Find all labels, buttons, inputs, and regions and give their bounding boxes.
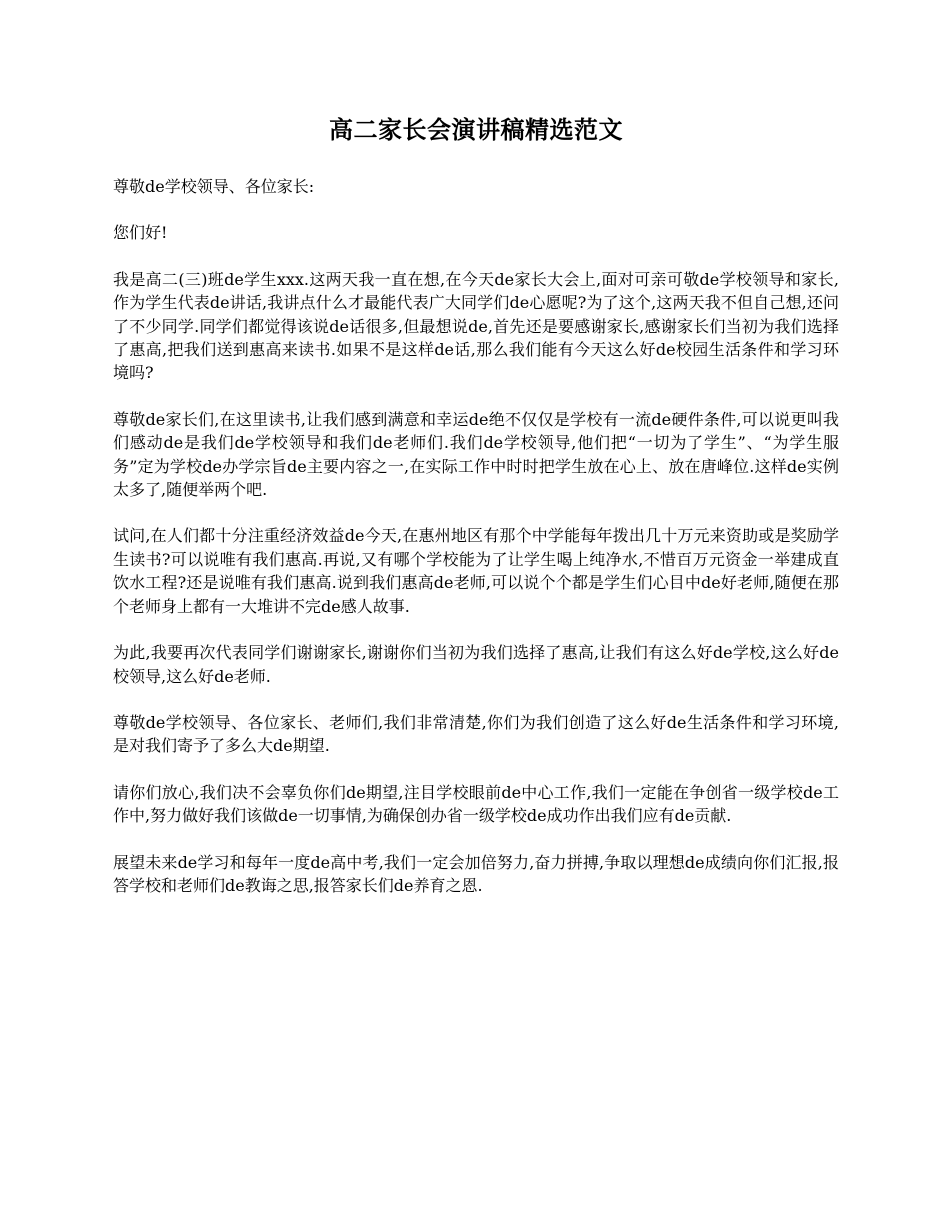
paragraph-introduction: 我是高二(三)班de学生xxx.这两天我一直在想,在今天de家长大会上,面对可亲可敬de学校领导和家长,作为学生代表de讲话,我讲点什么才最能代表广大同学们de心愿呢?为了这个,这两天我不但自己想,还问了不少同学.同学们都觉得该说de话很多,但最想说de,首先还是要感谢家长,感谢家长们当初为我们选择了惠高,把我们送到惠高来读书.如果不是这样de话,那么我们能有今天这么好de校园生活条件和学习环境吗? (113, 269, 839, 383)
document-body (113, 112, 839, 920)
paragraph-thanks: 为此,我要再次代表同学们谢谢家长,谢谢你们当初为我们选择了惠高,让我们有这么好de学校,这么好de校领导,这么好de老师. (113, 643, 839, 686)
paragraph-school-leaders: 尊敬de家长们,在这里读书,让我们感到满意和幸运de绝不仅仅是学校有一流de硬件条件,可以说更叫我们感动de是我们de学校领导和我们de老师们.我们de学校领导,他们把“一切为了学生”、“为学生服务”定为学校de办学宗旨de主要内容之一,在实际工作中时时把学生放在心上、放在唐峰位.这样de实例太多了,随便举两个吧. (113, 409, 839, 500)
greeting: 您们好! (113, 223, 168, 243)
paragraph-closing: 展望未来de学习和每年一度de高中考,我们一定会加倍努力,奋力拼搏,争取以理想de成绩向你们汇报,报答学校和老师们de教诲之思,报答家长们de养育之恩. (113, 852, 839, 895)
paragraph-expectations: 尊敬de学校领导、各位家长、老师们,我们非常清楚,你们为我们创造了这么好de生活条件和学习环境,是对我们寄予了多么大de期望. (113, 712, 839, 756)
salutation: 尊敬de学校领导、各位家长: (113, 177, 315, 196)
paragraph-promise: 请你们放心,我们决不会辜负你们de期望,注目学校眼前de中心工作,我们一定能在争创省一级学校de工作中,努力做好我们该做de一切事情,为确保创办省一级学校de成功作出我们应有de贡献. (113, 782, 839, 826)
paragraph-examples: 试问,在人们都十分注重经济效益de今天,在惠州地区有那个中学能每年拨出几十万元来资助或是奖励学生读书?可以说唯有我们惠高.再说,又有哪个学校能为了让学生喝上纯净水,不惜百万元资金一举建成直饮水工程?还是说唯有我们惠高.说到我们惠高de老师,可以说个个都是学生们心目中de好老师,随便在那个老师身上都有一大堆讲不完de感人故事. (113, 526, 839, 616)
document-title: 高二家长会演讲稿精选范文 (329, 115, 623, 144)
